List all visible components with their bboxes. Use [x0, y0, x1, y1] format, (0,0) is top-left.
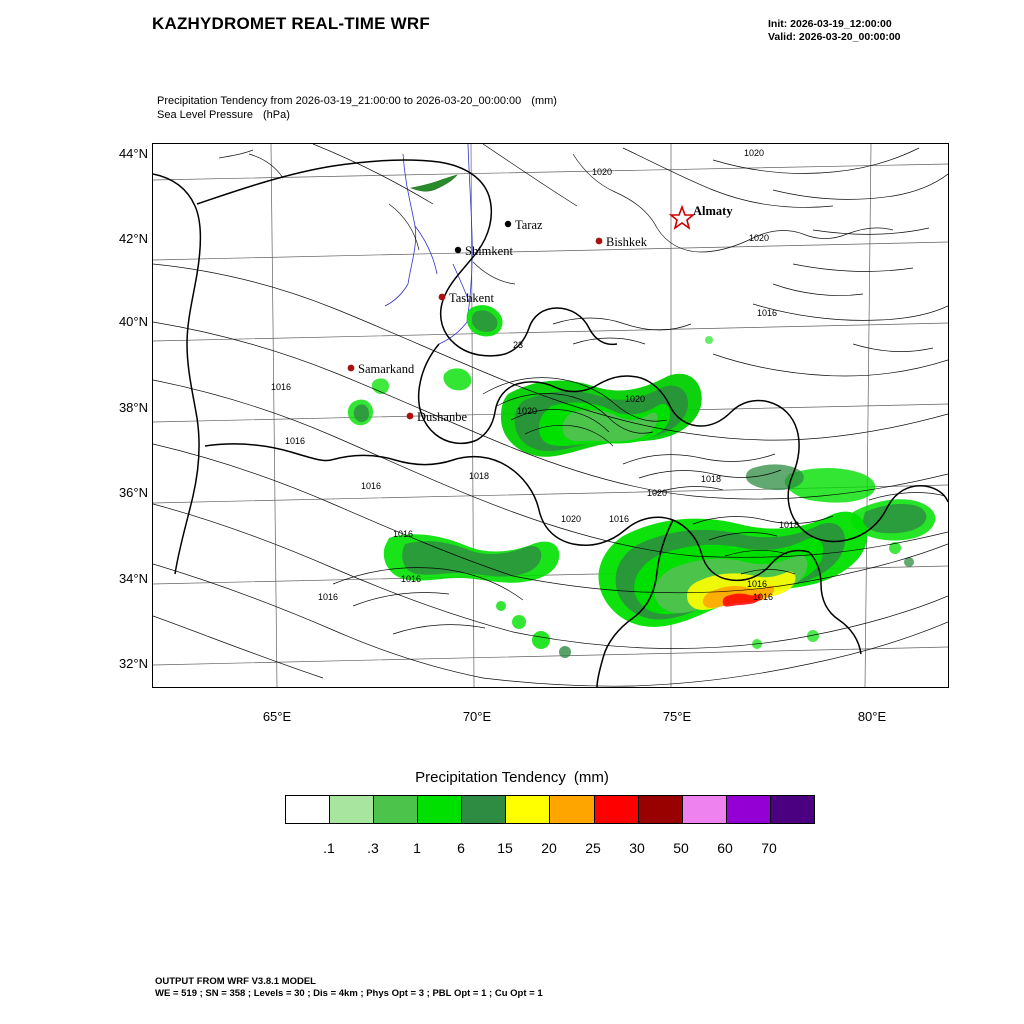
colorbar-tick-9: 60: [717, 840, 733, 856]
almaty-star-marker: [671, 207, 693, 228]
ytick-34n: 34°N: [118, 571, 148, 586]
ytick-42n: 42°N: [118, 231, 148, 246]
ytick-32n: 32°N: [118, 656, 148, 671]
svg-text:23: 23: [513, 340, 524, 350]
init-time: Init: 2026-03-19_12:00:00: [768, 18, 892, 30]
ytick-38n: 38°N: [118, 400, 148, 415]
svg-text:1020: 1020: [517, 406, 538, 416]
colorbar-title: [0, 769, 1024, 786]
run-times: [768, 18, 901, 44]
svg-text:1016: 1016: [285, 436, 306, 446]
svg-text:1016: 1016: [747, 579, 768, 589]
city-label-bishkek: Bishkek: [606, 235, 647, 249]
colorbar-swatch-1: [330, 796, 374, 823]
colorbar-swatch-2: [374, 796, 418, 823]
colorbar-swatch-8: [639, 796, 683, 823]
svg-text:1020: 1020: [625, 394, 646, 404]
city-label-almaty: Almaty: [693, 204, 733, 218]
colorbar: [285, 795, 815, 824]
precip-unit: (mm): [531, 95, 557, 107]
map-plot-area: [152, 143, 949, 688]
svg-text:1016: 1016: [757, 308, 778, 318]
field-description: [157, 94, 557, 122]
svg-text:1016: 1016: [361, 481, 382, 491]
tashkent-dot-marker: [439, 294, 446, 301]
colorbar-swatch-7: [595, 796, 639, 823]
xtick-70e: 70°E: [462, 709, 492, 724]
city-label-samarkand: Samarkand: [358, 362, 415, 376]
svg-text:1018: 1018: [701, 474, 722, 484]
footer-line-2: WE = 519 ; SN = 358 ; Levels = 30 ; Dis = 4km ; Phys Opt = 3 ; PBL Opt = 1 ; Cu Opt = 1: [155, 988, 543, 999]
colorbar-tick-0: .1: [323, 840, 335, 856]
footer-line-1: OUTPUT FROM WRF V3.8.1 MODEL: [155, 976, 316, 987]
precip-shading-layer: [348, 305, 935, 658]
city-label-shimkent: Shimkent: [465, 244, 513, 258]
colorbar-swatch-5: [506, 796, 550, 823]
colorbar-tick-labels: [285, 840, 813, 860]
xtick-75e: 75°E: [662, 709, 692, 724]
colorbar-tick-2: 1: [413, 840, 421, 856]
colorbar-tick-1: .3: [367, 840, 379, 856]
svg-text:1016: 1016: [401, 574, 422, 584]
colorbar-swatch-3: [418, 796, 462, 823]
svg-text:1020: 1020: [592, 167, 613, 177]
colorbar-swatch-4: [462, 796, 506, 823]
slp-unit: (hPa): [263, 109, 290, 121]
valid-time: Valid: 2026-03-20_00:00:00: [768, 31, 901, 43]
colorbar-tick-4: 15: [497, 840, 513, 856]
colorbar-swatch-9: [683, 796, 727, 823]
colorbar-swatch-11: [771, 796, 814, 823]
shimkent-dot-marker: [455, 247, 461, 253]
lake-balkhash-shape: [411, 175, 457, 191]
svg-text:1018: 1018: [469, 471, 490, 481]
xtick-65e: 65°E: [262, 709, 292, 724]
svg-text:1020: 1020: [647, 488, 668, 498]
colorbar-tick-3: 6: [457, 840, 465, 856]
model-footer: [155, 976, 543, 1000]
colorbar-tick-5: 20: [541, 840, 557, 856]
colorbar-tick-7: 30: [629, 840, 645, 856]
colorbar-tick-10: 70: [761, 840, 777, 856]
ytick-40n: 40°N: [118, 314, 148, 329]
ytick-44n: 44°N: [118, 146, 148, 161]
dushanbe-dot-marker: [407, 413, 414, 420]
slp-description-text: Sea Level Pressure: [157, 109, 253, 121]
precip-description-line: [157, 94, 557, 108]
colorbar-title-text: Precipitation Tendency: [415, 769, 566, 786]
precip-description-text: Precipitation Tendency from 2026-03-19_21:00:00 to 2026-03-20_00:00:00: [157, 95, 522, 107]
svg-text:1016: 1016: [393, 529, 414, 539]
svg-text:1020: 1020: [561, 514, 582, 524]
ytick-36n: 36°N: [118, 485, 148, 500]
svg-text:1016: 1016: [753, 592, 774, 602]
colorbar-tick-8: 50: [673, 840, 689, 856]
city-label-dushanbe: Dushanbe: [417, 410, 467, 424]
svg-text:1016: 1016: [271, 382, 292, 392]
admin-borders-layer: [219, 150, 893, 284]
colorbar-swatch-0: [286, 796, 330, 823]
colorbar-tick-6: 25: [585, 840, 601, 856]
city-label-tashkent: Tashkent: [449, 291, 494, 305]
page-title: KAZHYDROMET REAL-TIME WRF: [152, 14, 430, 33]
svg-text:1020: 1020: [744, 148, 765, 158]
svg-text:1016: 1016: [318, 592, 339, 602]
svg-text:1018: 1018: [779, 520, 800, 530]
xtick-80e: 80°E: [857, 709, 887, 724]
bishkek-dot-marker: [596, 238, 603, 245]
colorbar-swatch-10: [727, 796, 771, 823]
svg-text:1020: 1020: [749, 233, 770, 243]
svg-text:1016: 1016: [609, 514, 630, 524]
samarkand-dot-marker: [348, 365, 355, 372]
taraz-dot-marker: [505, 221, 511, 227]
colorbar-swatch-6: [550, 796, 594, 823]
city-label-taraz: Taraz: [515, 218, 543, 232]
colorbar-title-unit: (mm): [573, 769, 609, 786]
slp-description-line: [157, 108, 557, 122]
